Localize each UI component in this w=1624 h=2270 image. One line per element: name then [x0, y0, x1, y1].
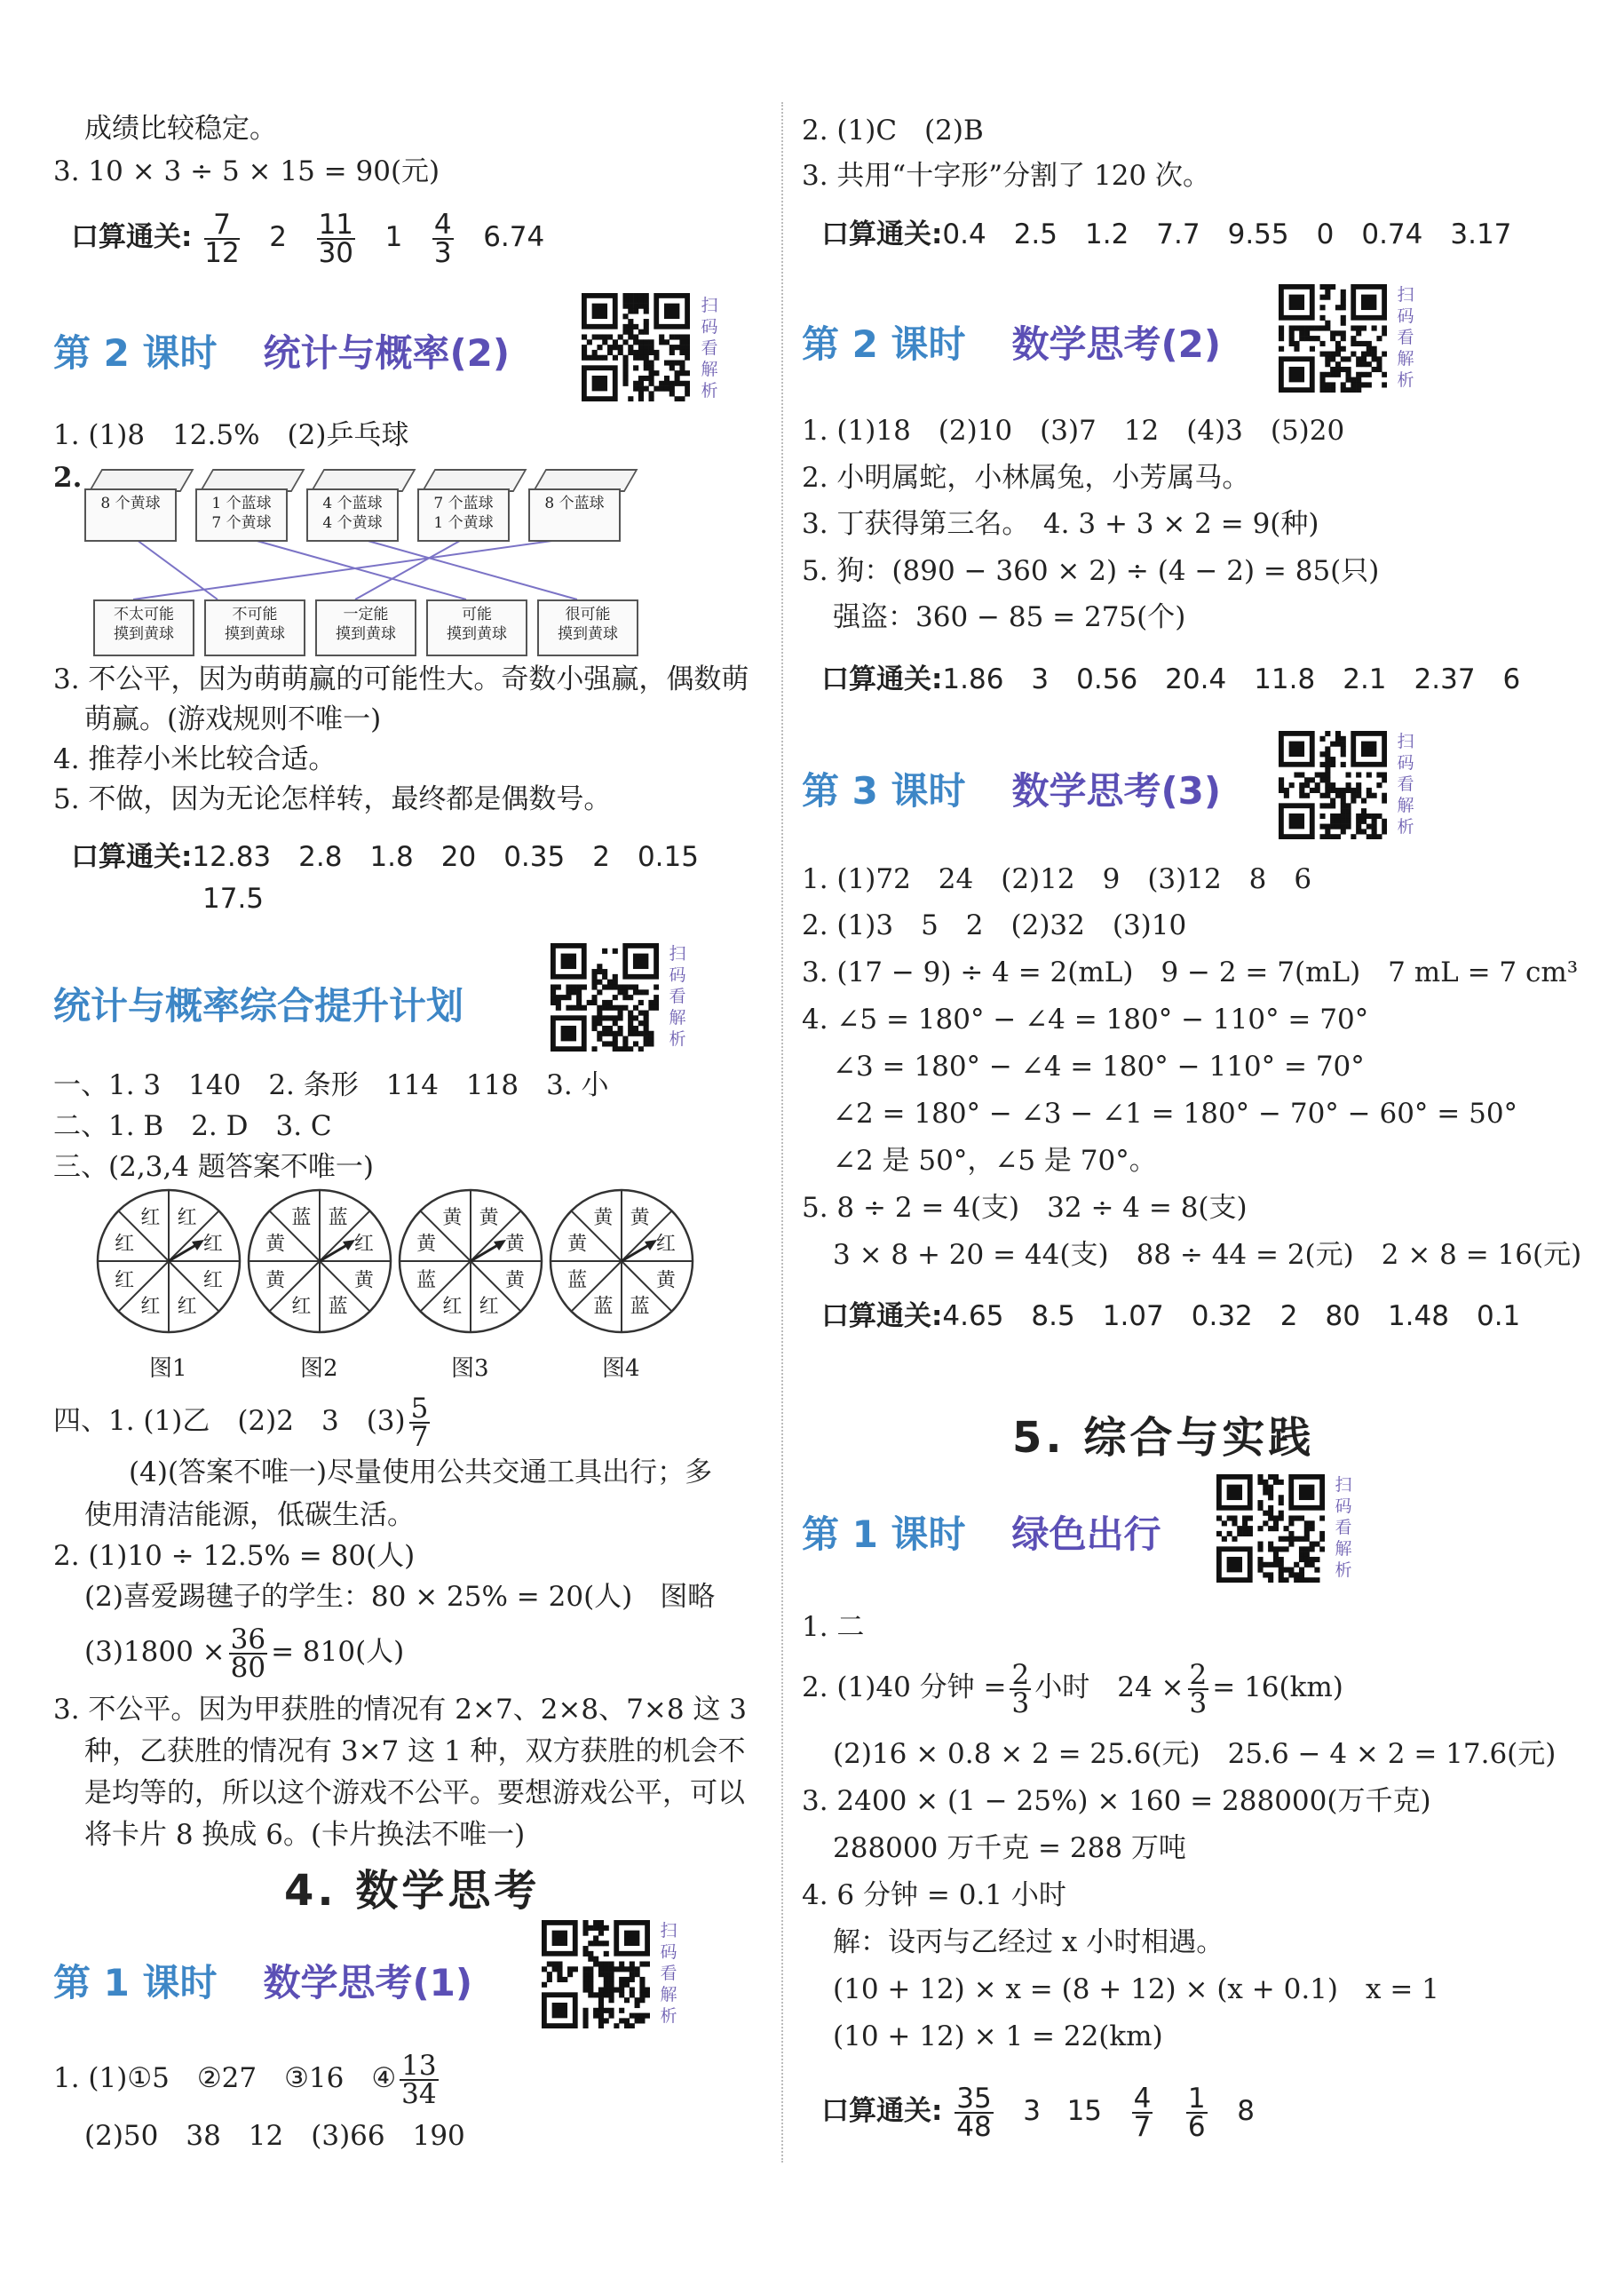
text-line: (10 + 12) × x = (8 + 12) × (x + 0.1) x = 1 [833, 1973, 1439, 2005]
text-line: 3. 2400 × (1 − 25%) × 160 = 288000(万千克) [802, 1785, 1431, 1817]
text-line: 2. [53, 462, 83, 494]
text-line: 4. ∠5 = 180° − ∠4 = 180° − 110° = 70° [802, 1004, 1369, 1036]
fraction: $\frac{2}{3}$ [1011, 1658, 1030, 1719]
text-line: (2)16 × 0.8 × 2 = 25.6(元) 25.6 − 4 × 2 = 17.6(元) [833, 1738, 1557, 1770]
spinner-sector-label: 黄 [655, 1269, 676, 1292]
spinner-sector-label: 红 [442, 1295, 463, 1318]
qr-caption-char: 码 [701, 317, 718, 337]
fraction: $\frac{13}{34}$ [401, 2049, 437, 2110]
unit-title: 4. 数学思考 [284, 1866, 541, 1916]
oral-label: 口算通关: [821, 1300, 943, 1332]
text-line: 1. (1)18 (2)10 (3)7 12 (4)3 (5)20 [802, 415, 1345, 447]
qr-caption-char: 解 [701, 360, 718, 379]
ball-box: 8 个黄球 [84, 488, 177, 542]
text-line: 2. (1)C (2)B [802, 115, 984, 147]
text-line: 3. (17 − 9) ÷ 4 = 2(mL) 9 − 2 = 7(mL) 7 mL = 7 cm³ [802, 956, 1579, 988]
ball-box: 8 个蓝球 [528, 488, 621, 542]
qr-code-icon[interactable] [582, 293, 690, 401]
fraction: $\frac{11}{30}$ [318, 208, 354, 269]
spinner-wheel [243, 1185, 396, 1337]
text-line: 5. 8 ÷ 2 = 4(支) 32 ÷ 4 = 8(支) [802, 1192, 1248, 1224]
oral-label: 口算通关: [71, 841, 193, 873]
spinner-wheel [545, 1185, 698, 1337]
fraction: $\frac{2}{3}$ [1189, 1658, 1208, 1719]
text-line: 2. 小明属蛇，小林属兔，小芳属马。 [802, 462, 1250, 494]
spinner-sector-label: 蓝 [630, 1295, 650, 1318]
figure-caption: 图1 [149, 1355, 187, 1382]
qr-caption-char: 解 [1397, 796, 1414, 815]
text-line: 一、1. 3 140 2. 条形 114 118 3. 小 [53, 1069, 609, 1101]
qr-caption-char: 看 [660, 1964, 677, 1983]
text-line: ∠2 = 180° − ∠3 − ∠1 = 180° − 70° − 60° = 50° [833, 1098, 1518, 1130]
qr-caption-char: 析 [1335, 1560, 1352, 1580]
likelihood-label: 不太可能 摸到黄球 [93, 599, 194, 656]
text-line: 解：设丙与乙经过 x 小时相遇。 [833, 1926, 1224, 1958]
text-line: 1. (1)①5 ②27 ③16 ④ $\frac{13}{34}$ [53, 2049, 437, 2110]
spinner-sector-label: 红 [140, 1295, 161, 1318]
oral-calc: 口算通关: $\frac{7}{12}$ 2 $\frac{11}{30}$ 1 $\frac{4}{3}$ 6.74 [71, 208, 545, 269]
oral-values: 1.86 3 0.56 20.4 11.8 2.1 2.37 6 [942, 663, 1521, 695]
qr-caption-char: 码 [1335, 1496, 1352, 1516]
oral-label: 口算通关: [821, 663, 943, 695]
likelihood-label: 很可能 摸到黄球 [537, 599, 638, 656]
qr-caption [1334, 1474, 1353, 1581]
text-line: (3)1800 × $\frac{36}{80}$ = 810(人) [84, 1623, 405, 1684]
spinner-sector-label: 黄 [504, 1233, 525, 1256]
oral-label: 口算通关: [71, 221, 193, 253]
text-line: 4. 推荐小米比较合适。 [53, 743, 337, 775]
column-divider [781, 102, 783, 2163]
qr-caption-char: 解 [1335, 1539, 1352, 1559]
text-line: 2. (1)3 5 2 (2)32 (3)10 [802, 909, 1187, 941]
qr-caption-char: 码 [1397, 753, 1414, 773]
qr-caption-char: 看 [701, 338, 718, 358]
text-line: 5. 狗：(890 − 360 × 2) ÷ (4 − 2) = 85(只) [802, 555, 1380, 587]
spinner-sector-label: 蓝 [416, 1269, 437, 1292]
oral-label: 口算通关: [821, 2095, 943, 2127]
spinner-sector-label: 蓝 [328, 1207, 348, 1230]
text-line: 3. 不公平，因为萌萌赢的可能性大。奇数小强赢，偶数萌 [53, 663, 749, 695]
qr-caption-char: 析 [1397, 370, 1414, 390]
text-line: 1. (1)72 24 (2)12 9 (3)12 8 6 [802, 863, 1312, 895]
text-line: 强盗：360 − 85 = 275(个) [833, 601, 1186, 633]
text-line: 3. 10 × 3 ÷ 5 × 15 = 90(元) [53, 155, 440, 187]
ball-box: 4 个蓝球 4 个黄球 [306, 488, 399, 542]
qr-caption [659, 1920, 678, 2027]
text-line: 2. (1)10 ÷ 12.5% = 80(人) [53, 1540, 416, 1572]
spinner-sector-label: 黄 [353, 1269, 374, 1292]
text-line: (10 + 12) × 1 = 22(km) [833, 2020, 1163, 2052]
qr-caption-char: 看 [1397, 774, 1414, 794]
ball-box: 7 个蓝球 1 个黄球 [417, 488, 510, 542]
spinner-sector-label: 蓝 [328, 1295, 348, 1318]
spinner-sector-label: 黄 [265, 1233, 286, 1256]
oral-calc [821, 217, 1511, 252]
spinner-sector-label: 红 [353, 1233, 374, 1256]
qr-caption-char: 析 [1397, 817, 1414, 837]
spinner-wheel [394, 1185, 547, 1337]
text-line: 萌赢。(游戏规则不唯一) [84, 703, 382, 735]
fraction: $\frac{4}{3}$ [433, 208, 452, 269]
qr-caption-char: 析 [660, 2006, 677, 2026]
qr-caption-char: 码 [1397, 306, 1414, 326]
spinner-sector-label: 黄 [567, 1233, 588, 1256]
qr-code-icon[interactable] [1279, 731, 1387, 839]
lesson-heading: 第 1 课时 数学思考(1) [53, 1961, 473, 2004]
lesson-heading: 第 3 课时 数学思考(3) [802, 769, 1222, 813]
qr-caption-char: 扫 [1397, 732, 1414, 751]
qr-code-icon[interactable] [551, 943, 659, 1052]
fraction: $\frac{5}{7}$ [410, 1392, 429, 1453]
text-line: (2)50 38 12 (3)66 190 [84, 2120, 465, 2152]
qr-caption-char: 看 [669, 987, 686, 1006]
figure-caption: 图4 [602, 1355, 640, 1382]
spinner-sector-label: 红 [202, 1233, 223, 1256]
text-line: 4. 6 分钟 = 0.1 小时 [802, 1879, 1066, 1911]
spinner-sector-label: 红 [479, 1295, 499, 1318]
oral-values: 12.83 2.8 1.8 20 0.35 2 0.15 [192, 841, 699, 873]
qr-code-icon[interactable] [1279, 284, 1387, 393]
oral-calc: 口算通关: $\frac{35}{48}$ 3 15 $\frac{4}{7}$ $\frac{1}{6}$ 8 [821, 2082, 1255, 2143]
lesson-heading: 第 1 课时 绿色出行 [802, 1512, 1161, 1556]
text-line: (4)(答案不唯一)尽量使用公共交通工具出行；多 [129, 1456, 713, 1488]
fraction: $\frac{4}{7}$ [1133, 2082, 1152, 2143]
text-line: 3 × 8 + 20 = 44(支) 88 ÷ 44 = 2(元) 2 × 8 = 16(元) [833, 1239, 1582, 1271]
likelihood-label: 一定能 摸到黄球 [315, 599, 416, 656]
qr-caption [1396, 284, 1415, 391]
spinner-sector-label: 黄 [479, 1207, 499, 1230]
qr-caption-char: 析 [701, 381, 718, 401]
text-line: (2)喜爱踢毽子的学生：80 × 25% = 20(人) 图略 [84, 1581, 716, 1613]
qr-caption-char: 扫 [1335, 1475, 1352, 1495]
oral-values: 4.65 8.5 1.07 0.32 2 80 1.48 0.1 [942, 1300, 1521, 1332]
qr-caption-char: 解 [660, 1985, 677, 2004]
lesson-heading: 第 2 课时 数学思考(2) [802, 322, 1222, 366]
qr-caption-char: 解 [1397, 349, 1414, 369]
spinner-sector-label: 黄 [630, 1207, 650, 1230]
text-line: 288000 万千克 = 288 万吨 [833, 1832, 1186, 1864]
ball-box: 1 个蓝球 7 个黄球 [195, 488, 288, 542]
oral-calc [821, 1298, 1520, 1334]
text-line: 2. (1)40 分钟 = $\frac{2}{3}$ 小时 24 × $\frac{2}{3}$ = 16(km) [802, 1658, 1343, 1719]
qr-caption-char: 扫 [701, 296, 718, 315]
figure-caption: 图2 [300, 1355, 338, 1382]
fraction: $\frac{1}{6}$ [1187, 2082, 1206, 2143]
text-line: ∠3 = 180° − ∠4 = 180° − 110° = 70° [833, 1051, 1365, 1083]
spinner-sector-label: 红 [177, 1207, 197, 1230]
qr-caption-char: 看 [1335, 1518, 1352, 1537]
fraction: $\frac{35}{48}$ [956, 2082, 992, 2143]
text-line: 3. 丁获得第三名。 4. 3 + 3 × 2 = 9(种) [802, 508, 1319, 540]
text-line: 是均等的，所以这个游戏不公平。要想游戏公平，可以 [84, 1777, 745, 1809]
spinner-sector-label: 红 [115, 1269, 135, 1292]
text-line: 使用清洁能源，低碳生活。 [84, 1499, 415, 1531]
spinner-sector-label: 黄 [504, 1269, 525, 1292]
text-line: 四、1. (1)乙 (2)2 3 (3) $\frac{5}{7}$ [53, 1392, 429, 1453]
text-line: 1. (1)8 12.5% (2)乒乓球 [53, 419, 409, 451]
spinner-sector-label: 红 [291, 1295, 312, 1318]
qr-code-icon[interactable] [542, 1920, 650, 2028]
unit-title: 5. 综合与实践 [1012, 1413, 1315, 1463]
oral-calc [71, 839, 699, 875]
fraction: $\frac{36}{80}$ [230, 1623, 266, 1684]
spinner-sector-label: 红 [655, 1233, 676, 1256]
spinner-sector-label: 蓝 [593, 1295, 614, 1318]
spinner-sector-label: 黄 [265, 1269, 286, 1292]
text-line: 种，乙获胜的情况有 3×7 这 1 种，双方获胜的机会不 [84, 1735, 746, 1767]
fraction: $\frac{7}{12}$ [204, 208, 240, 269]
oral-calc [821, 662, 1520, 697]
qr-caption-char: 解 [669, 1008, 686, 1028]
qr-caption-char: 扫 [660, 1921, 677, 1941]
spinner-sector-label: 红 [140, 1207, 161, 1230]
section-heading: 统计与概率综合提升计划 [53, 984, 464, 1028]
qr-caption [700, 295, 719, 401]
qr-caption-char: 码 [669, 965, 686, 985]
figure-caption: 图3 [451, 1355, 489, 1382]
qr-caption [1396, 731, 1415, 837]
oral-label: 口算通关: [821, 218, 943, 250]
spinner-sector-label: 黄 [442, 1207, 463, 1230]
qr-caption [668, 943, 687, 1050]
oral-values: 17.5 [202, 883, 265, 915]
spinner-sector-label: 红 [202, 1269, 223, 1292]
spinner-sector-label: 蓝 [291, 1207, 312, 1230]
text-line: 3. 不公平。因为甲获胜的情况有 2×7、2×8、7×8 这 3 [53, 1694, 747, 1726]
likelihood-label: 可能 摸到黄球 [426, 599, 527, 656]
text-line: ∠2 是 50°，∠5 是 70°。 [833, 1145, 1157, 1177]
text-line: 三、(2,3,4 题答案不唯一) [53, 1151, 374, 1183]
spinner-sector-label: 红 [177, 1295, 197, 1318]
qr-caption-char: 看 [1397, 328, 1414, 347]
spinner-wheel [92, 1185, 245, 1337]
text-line: 3. 共用“十字形”分割了 120 次。 [802, 160, 1211, 192]
qr-caption-char: 扫 [1397, 285, 1414, 305]
qr-caption-char: 扫 [669, 944, 686, 964]
qr-caption-char: 码 [660, 1942, 677, 1962]
spinner-sector-label: 黄 [416, 1233, 437, 1256]
oral-values: 0.4 2.5 1.2 7.7 9.55 0 0.74 3.17 [942, 218, 1512, 250]
text-line: 1. 二 [802, 1611, 865, 1643]
text-line: 成绩比较稳定。 [84, 113, 277, 145]
text-line: 5. 不做，因为无论怎样转，最终都是偶数号。 [53, 783, 612, 815]
text-line: 将卡片 8 换成 6。(卡片换法不唯一) [84, 1819, 526, 1851]
lesson-heading: 第 2 课时 统计与概率(2) [53, 331, 511, 375]
qr-code-icon[interactable] [1216, 1474, 1325, 1583]
spinner-sector-label: 黄 [593, 1207, 614, 1230]
likelihood-label: 不可能 摸到黄球 [204, 599, 305, 656]
spinner-sector-label: 红 [115, 1233, 135, 1256]
spinner-sector-label: 蓝 [567, 1269, 588, 1292]
qr-caption-char: 析 [669, 1029, 686, 1049]
text-line: 二、1. B 2. D 3. C [53, 1110, 332, 1142]
